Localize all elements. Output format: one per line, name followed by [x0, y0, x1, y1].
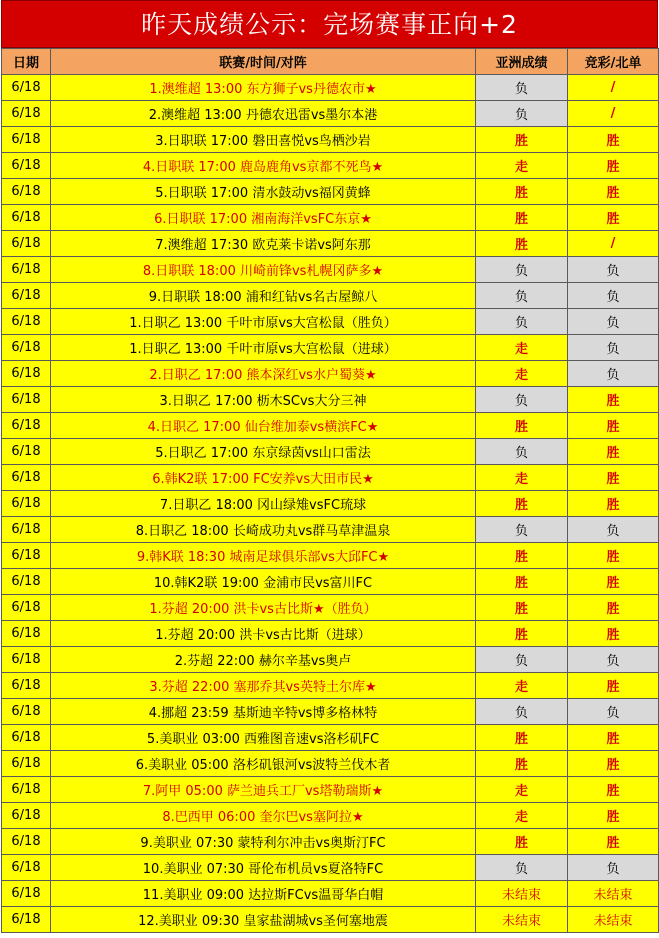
table-row [2, 127, 659, 153]
table-row [2, 621, 659, 647]
row-asia-result: 负 [476, 517, 568, 543]
header-bet: 竞彩/北单 [568, 49, 659, 75]
row-bet-result: 胜 [568, 465, 659, 491]
row-asia-result: 胜 [476, 205, 568, 231]
row-date: 6/18 [2, 257, 51, 283]
row-date: 6/18 [2, 309, 51, 335]
row-match: 6.日职联 17:00 湘南海洋vsFC东京★ [51, 205, 476, 231]
row-date: 6/18 [2, 517, 51, 543]
row-asia-result: 胜 [476, 569, 568, 595]
table-row [2, 751, 659, 777]
table-row [2, 829, 659, 855]
table-row [2, 569, 659, 595]
row-match: 2.芬超 22:00 赫尔辛基vs奥卢 [51, 647, 476, 673]
row-asia-result: 未结束 [476, 881, 568, 907]
row-date: 6/18 [2, 907, 51, 933]
row-asia-result: 走 [476, 465, 568, 491]
row-date: 6/18 [2, 361, 51, 387]
table-row [2, 387, 659, 413]
table-row [2, 699, 659, 725]
row-asia-result: 负 [476, 309, 568, 335]
row-date: 6/18 [2, 335, 51, 361]
table-row [2, 309, 659, 335]
row-asia-result: 胜 [476, 543, 568, 569]
row-match: 1.日职乙 13:00 千叶市原vs大宫松鼠（进球） [51, 335, 476, 361]
row-match: 1.日职乙 13:00 千叶市原vs大宫松鼠（胜负） [51, 309, 476, 335]
results-body [2, 75, 659, 933]
header-row [2, 49, 659, 75]
row-bet-result: 负 [568, 855, 659, 881]
row-bet-result: 胜 [568, 725, 659, 751]
row-date: 6/18 [2, 413, 51, 439]
row-asia-result: 负 [476, 439, 568, 465]
row-bet-result: 负 [568, 699, 659, 725]
row-bet-result: 胜 [568, 491, 659, 517]
row-bet-result: 胜 [568, 751, 659, 777]
table-row [2, 543, 659, 569]
row-date: 6/18 [2, 699, 51, 725]
row-match: 3.芬超 22:00 塞那乔其vs英特土尔库★ [51, 673, 476, 699]
row-date: 6/18 [2, 621, 51, 647]
row-asia-result: 胜 [476, 127, 568, 153]
row-bet-result: 负 [568, 361, 659, 387]
row-asia-result: 负 [476, 387, 568, 413]
row-match: 12.美职业 09:30 皇家盐湖城vs圣何塞地震 [51, 907, 476, 933]
row-bet-result: 胜 [568, 387, 659, 413]
row-bet-result: 胜 [568, 777, 659, 803]
row-asia-result: 胜 [476, 231, 568, 257]
row-match: 9.日职联 18:00 浦和红钻vs名古屋鲸八 [51, 283, 476, 309]
row-asia-result: 胜 [476, 595, 568, 621]
row-match: 7.日职乙 18:00 冈山绿雉vsFC琉球 [51, 491, 476, 517]
row-bet-result: 负 [568, 283, 659, 309]
row-date: 6/18 [2, 283, 51, 309]
table-row [2, 647, 659, 673]
row-match: 4.挪超 23:59 基斯迪辛特vs博多格林特 [51, 699, 476, 725]
row-asia-result: 负 [476, 699, 568, 725]
row-match: 8.日职联 18:00 川崎前锋vs札幌冈萨多★ [51, 257, 476, 283]
row-asia-result: 走 [476, 361, 568, 387]
row-match: 1.芬超 20:00 洪卡vs古比斯★（胜负） [51, 595, 476, 621]
results-board [1, 0, 658, 933]
table-row [2, 231, 659, 257]
row-match: 6.韩K2联 17:00 FC安养vs大田市民★ [51, 465, 476, 491]
row-bet-result: 胜 [568, 205, 659, 231]
table-row [2, 777, 659, 803]
row-date: 6/18 [2, 179, 51, 205]
row-match: 7.阿甲 05:00 萨兰迪兵工厂vs塔勒瑞斯★ [51, 777, 476, 803]
row-date: 6/18 [2, 777, 51, 803]
row-asia-result: 负 [476, 647, 568, 673]
row-asia-result: 未结束 [476, 907, 568, 933]
row-match: 2.澳维超 13:00 丹德农迅雷vs墨尔本港 [51, 101, 476, 127]
row-asia-result: 走 [476, 153, 568, 179]
row-date: 6/18 [2, 439, 51, 465]
table-row [2, 335, 659, 361]
row-date: 6/18 [2, 569, 51, 595]
row-date: 6/18 [2, 543, 51, 569]
table-row [2, 413, 659, 439]
row-bet-result: 胜 [568, 595, 659, 621]
table-row [2, 179, 659, 205]
row-asia-result: 负 [476, 257, 568, 283]
table-row [2, 881, 659, 907]
table-row [2, 725, 659, 751]
row-bet-result: 负 [568, 257, 659, 283]
row-match: 7.澳维超 17:30 欧克莱卡诺vs阿东那 [51, 231, 476, 257]
row-asia-result: 走 [476, 335, 568, 361]
row-match: 6.美职业 05:00 洛杉矶银河vs波特兰伐木者 [51, 751, 476, 777]
row-asia-result: 走 [476, 777, 568, 803]
row-date: 6/18 [2, 673, 51, 699]
row-match: 9.美职业 07:30 蒙特利尔冲击vs奥斯汀FC [51, 829, 476, 855]
header-date: 日期 [2, 49, 51, 75]
row-date: 6/18 [2, 231, 51, 257]
row-match: 4.日职联 17:00 鹿岛鹿角vs京都不死鸟★ [51, 153, 476, 179]
row-bet-result: / [568, 75, 659, 101]
row-date: 6/18 [2, 855, 51, 881]
row-date: 6/18 [2, 75, 51, 101]
row-date: 6/18 [2, 595, 51, 621]
row-match: 3.日职乙 17:00 枥木SCvs大分三神 [51, 387, 476, 413]
results-table [1, 48, 659, 933]
row-asia-result: 胜 [476, 179, 568, 205]
row-bet-result: 胜 [568, 127, 659, 153]
row-bet-result: 胜 [568, 543, 659, 569]
row-match: 1.芬超 20:00 洪卡vs古比斯（进球） [51, 621, 476, 647]
row-bet-result: 负 [568, 647, 659, 673]
row-asia-result: 走 [476, 673, 568, 699]
row-asia-result: 胜 [476, 491, 568, 517]
row-match: 10.韩K2联 19:00 金浦市民vs富川FC [51, 569, 476, 595]
row-match: 1.澳维超 13:00 东方狮子vs丹德农市★ [51, 75, 476, 101]
table-row [2, 907, 659, 933]
row-bet-result: 未结束 [568, 907, 659, 933]
table-row [2, 673, 659, 699]
row-bet-result: 胜 [568, 179, 659, 205]
row-date: 6/18 [2, 829, 51, 855]
table-row [2, 101, 659, 127]
row-asia-result: 负 [476, 75, 568, 101]
row-bet-result: 胜 [568, 673, 659, 699]
row-date: 6/18 [2, 491, 51, 517]
row-bet-result: 胜 [568, 803, 659, 829]
row-asia-result: 负 [476, 855, 568, 881]
row-bet-result: / [568, 101, 659, 127]
table-row [2, 439, 659, 465]
row-bet-result: 未结束 [568, 881, 659, 907]
table-row [2, 283, 659, 309]
row-match: 4.日职乙 17:00 仙台维加泰vs横滨FC★ [51, 413, 476, 439]
table-row [2, 595, 659, 621]
table-row [2, 75, 659, 101]
row-bet-result: 胜 [568, 621, 659, 647]
row-date: 6/18 [2, 127, 51, 153]
row-match: 11.美职业 09:00 达拉斯FCvs温哥华白帽 [51, 881, 476, 907]
row-date: 6/18 [2, 465, 51, 491]
row-date: 6/18 [2, 387, 51, 413]
header-match: 联赛/时间/对阵 [51, 49, 476, 75]
row-match: 8.日职乙 18:00 长崎成功丸vs群马草津温泉 [51, 517, 476, 543]
row-bet-result: 胜 [568, 829, 659, 855]
row-match: 8.巴西甲 06:00 奎尔巴vs塞阿拉★ [51, 803, 476, 829]
row-date: 6/18 [2, 803, 51, 829]
row-date: 6/18 [2, 751, 51, 777]
row-date: 6/18 [2, 205, 51, 231]
row-bet-result: 胜 [568, 569, 659, 595]
row-bet-result: 负 [568, 309, 659, 335]
row-asia-result: 负 [476, 101, 568, 127]
row-asia-result: 胜 [476, 725, 568, 751]
row-match: 5.日职乙 17:00 东京绿茵vs山口雷法 [51, 439, 476, 465]
row-asia-result: 胜 [476, 621, 568, 647]
table-row [2, 517, 659, 543]
row-bet-result: / [568, 231, 659, 257]
table-row [2, 803, 659, 829]
row-asia-result: 负 [476, 283, 568, 309]
row-date: 6/18 [2, 725, 51, 751]
row-bet-result: 胜 [568, 153, 659, 179]
row-date: 6/18 [2, 101, 51, 127]
table-row [2, 491, 659, 517]
row-asia-result: 胜 [476, 829, 568, 855]
row-bet-result: 负 [568, 335, 659, 361]
row-bet-result: 胜 [568, 439, 659, 465]
row-asia-result: 胜 [476, 751, 568, 777]
table-row [2, 153, 659, 179]
table-row [2, 205, 659, 231]
header-asia: 亚洲成绩 [476, 49, 568, 75]
row-match: 3.日职联 17:00 磐田喜悦vs鸟栖沙岩 [51, 127, 476, 153]
row-bet-result: 负 [568, 517, 659, 543]
table-row [2, 465, 659, 491]
row-match: 5.美职业 03:00 西雅图音速vs洛杉矶FC [51, 725, 476, 751]
row-date: 6/18 [2, 153, 51, 179]
row-match: 2.日职乙 17:00 熊本深红vs水户蜀葵★ [51, 361, 476, 387]
table-row [2, 855, 659, 881]
row-date: 6/18 [2, 881, 51, 907]
row-match: 9.韩K联 18:30 城南足球俱乐部vs大邱FC★ [51, 543, 476, 569]
row-bet-result: 胜 [568, 413, 659, 439]
row-date: 6/18 [2, 647, 51, 673]
row-match: 10.美职业 07:30 哥伦布机员vs夏洛特FC [51, 855, 476, 881]
row-match: 5.日职联 17:00 清水鼓动vs福冈黄蜂 [51, 179, 476, 205]
table-row [2, 257, 659, 283]
row-asia-result: 胜 [476, 413, 568, 439]
page-title: 昨天成绩公示：完场赛事正向+2 [1, 0, 658, 48]
row-asia-result: 走 [476, 803, 568, 829]
table-row [2, 361, 659, 387]
